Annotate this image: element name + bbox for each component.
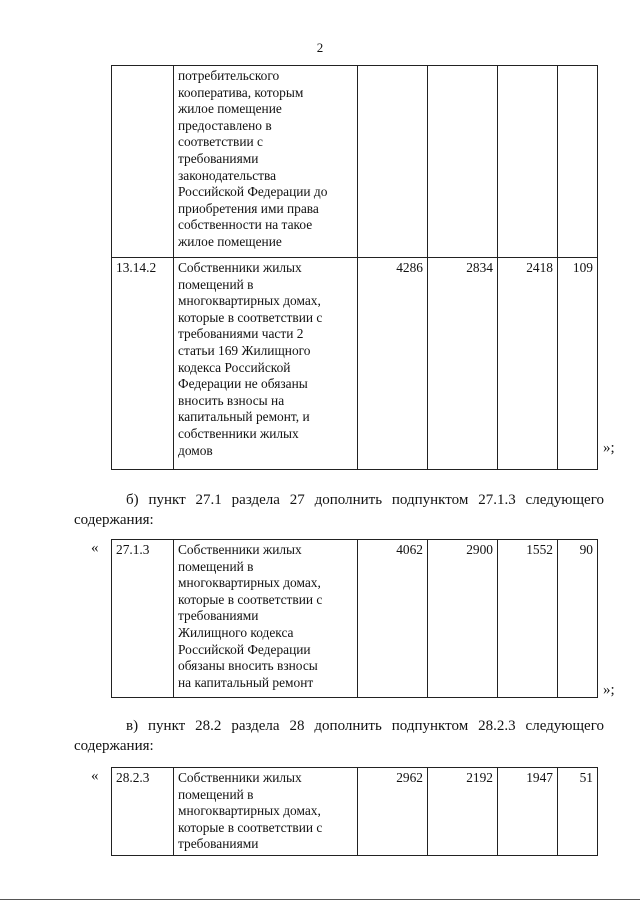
row-value-1: 4286 [358,258,428,470]
row-code: 13.14.2 [112,258,174,470]
row-value-4: 90 [558,540,598,698]
row-value-4 [558,66,598,258]
row-value-2 [428,66,498,258]
row-description: Собственники жилых помещений в многоквартирных домах, которые в соответствии с требованиями части 2 статьи 169 Жилищного кодекса Российской Федерации не обязаны вносить взносы на капитальный ремонт, и собственники жилых домов [174,258,358,470]
row-code [112,66,174,258]
row-code: 27.1.3 [112,540,174,698]
table-row [112,66,598,258]
row-value-1: 2962 [358,768,428,856]
row-description: Собственники жилых помещений в многоквартирных домах, которые в соответствии с требованиями [174,768,358,856]
row-value-3 [498,66,558,258]
row-code: 28.2.3 [112,768,174,856]
table-row [112,258,598,470]
row-value-4: 109 [558,258,598,470]
paragraph-b-line-1: б) пункт 27.1 раздела 27 дополнить подпунктом 27.1.3 следующего [126,492,604,508]
opening-quote: « [91,768,99,784]
row-value-1 [358,66,428,258]
row-value-1: 4062 [358,540,428,698]
paragraph-v-line-2: содержания: [74,738,154,754]
closing-quote: »; [603,440,615,456]
row-value-3: 2418 [498,258,558,470]
row-description: Собственники жилых помещений в многоквартирных домах, которые в соответствии с требованиями Жилищного кодекса Российской Федерации обязаны вносить взносы на капитальный ремонт [174,540,358,698]
table-row [112,768,598,856]
row-value-3: 1947 [498,768,558,856]
paragraph-v [74,716,604,756]
paragraph-b-line-2: содержания: [74,512,154,528]
opening-quote: « [91,540,99,556]
row-value-2: 2900 [428,540,498,698]
row-value-2: 2192 [428,768,498,856]
table-section-28 [111,767,598,856]
row-value-4: 51 [558,768,598,856]
paragraph-b [74,490,604,530]
row-description: потребительского кооператива, которым жилое помещение предоставлено в соответствии с требованиями законодательства Российской Федерации до приобретения ими права собственности на такое жилое помещение [174,66,358,258]
row-value-2: 2834 [428,258,498,470]
table-section-27 [111,539,598,698]
page-number: 2 [316,40,324,55]
closing-quote: »; [603,682,615,698]
row-value-3: 1552 [498,540,558,698]
table-row [112,540,598,698]
table-section-13 [111,65,598,470]
page-bottom-edge [0,899,640,900]
paragraph-v-line-1: в) пункт 28.2 раздела 28 дополнить подпунктом 28.2.3 следующего [126,718,604,734]
